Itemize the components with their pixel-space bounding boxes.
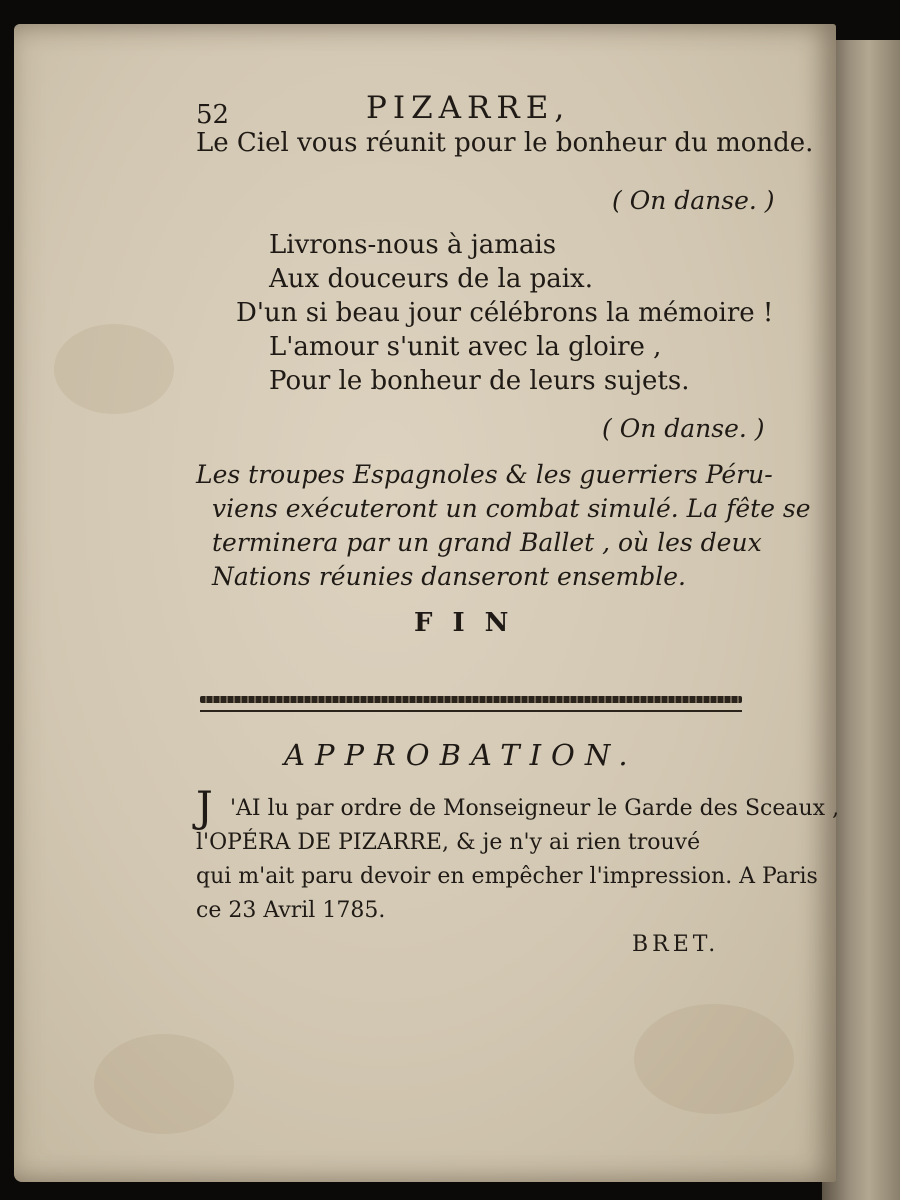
stage-direction: ( On danse. ) <box>612 186 775 215</box>
approbation-line: ce 23 Avril 1785. <box>196 898 386 923</box>
book-page <box>14 24 840 1182</box>
closing-direction-line: Nations réunies danseront ensemble. <box>212 562 686 591</box>
closing-direction-line: viens exécuteront un combat simulé. La fête se <box>212 494 811 523</box>
opening-line: Le Ciel vous réunit pour le bonheur du monde. <box>196 128 814 158</box>
page-number: 52 <box>196 100 230 130</box>
stage-direction: ( On danse. ) <box>602 414 765 443</box>
paper-stain <box>634 1004 794 1114</box>
verse-line: D'un si beau jour célébrons la mémoire ! <box>236 298 774 328</box>
verse-line: L'amour s'unit avec la gloire , <box>269 332 662 362</box>
paper-stain <box>94 1034 234 1134</box>
divider-rule <box>200 710 742 712</box>
verse-line: Pour le bonheur de leurs sujets. <box>269 366 690 396</box>
approbation-line: l'OPÉRA DE PIZARRE, & je n'y ai rien trouvé <box>196 830 701 855</box>
approbation-line: qui m'ait paru devoir en empêcher l'impression. A Paris <box>196 864 818 889</box>
ornamental-rule <box>200 696 742 703</box>
approbation-line: 'AI lu par ordre de Monseigneur le Garde des Sceaux , <box>230 796 840 821</box>
verse-line: Livrons-nous à jamais <box>269 230 557 260</box>
verse-line: Aux douceurs de la paix. <box>269 264 593 294</box>
closing-direction-line: terminera par un grand Ballet , où les deux <box>212 528 762 557</box>
approbation-heading: APPROBATION. <box>284 738 638 772</box>
fin-label: FIN <box>414 608 529 638</box>
paper-stain <box>54 324 174 414</box>
closing-direction-line: Les troupes Espagnoles & les guerriers Péru- <box>196 460 773 489</box>
signature: BRET. <box>632 932 720 957</box>
running-title: PIZARRE, <box>366 90 571 126</box>
drop-cap: J <box>196 782 213 831</box>
